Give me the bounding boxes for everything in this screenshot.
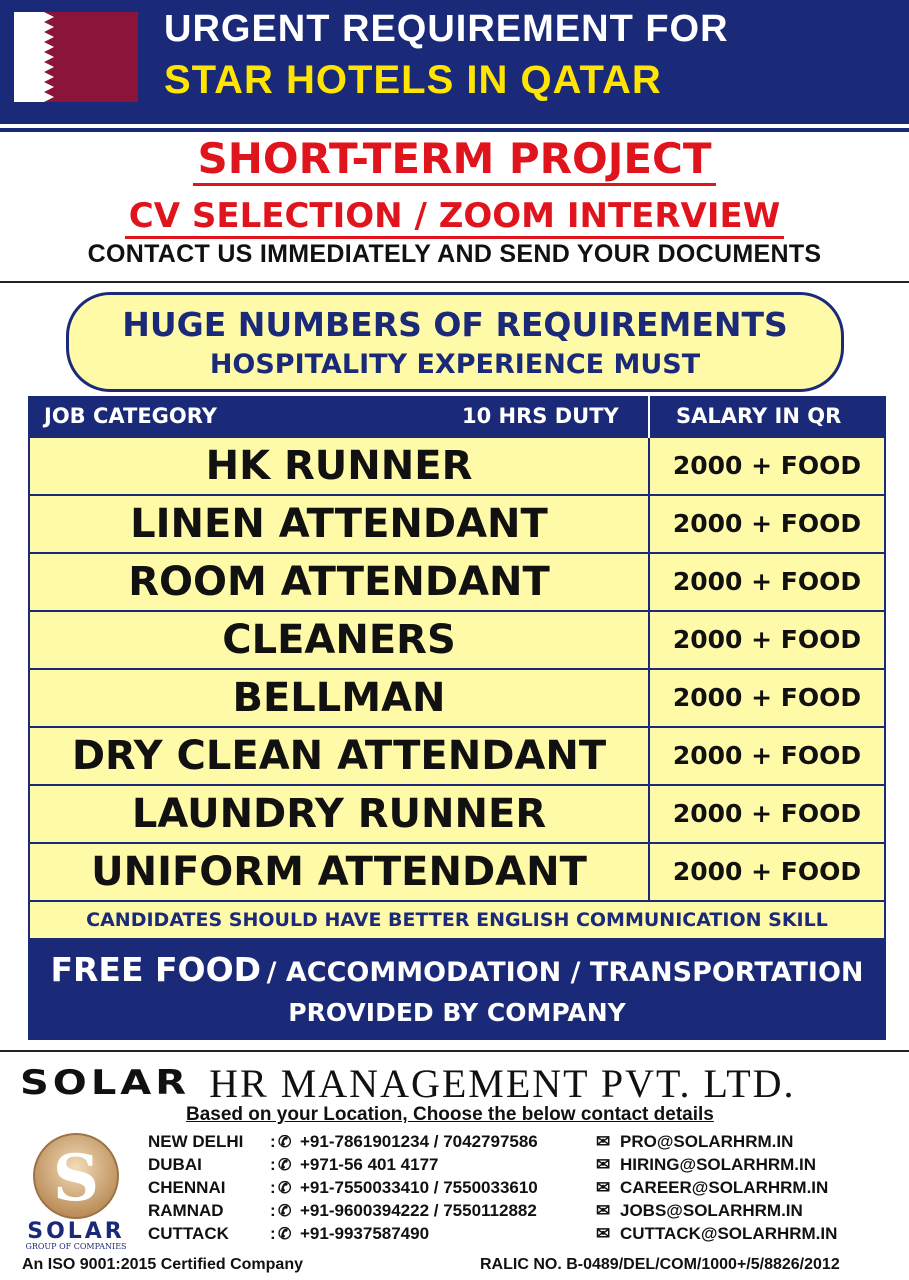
contact-phone[interactable]: +91-7861901234 / 7042797586	[300, 1132, 538, 1151]
phone-icon: ✆	[278, 1226, 292, 1243]
cv-selection-line: CV SELECTION / ZOOM INTERVIEW	[0, 196, 909, 236]
svg-text:GROUP OF COMPANIES: GROUP OF COMPANIES	[25, 1242, 127, 1251]
envelope-icon: ✉	[596, 1132, 611, 1151]
job-salary: 2000 + FOOD	[672, 799, 862, 828]
colon: :	[270, 1201, 276, 1220]
contact-row	[148, 1132, 908, 1155]
contact-row	[148, 1224, 908, 1247]
ralic-number: RALIC NO. B-0489/DEL/COM/1000+/5/8826/2012	[480, 1256, 840, 1273]
contact-row	[148, 1201, 908, 1224]
divider	[0, 281, 909, 283]
contact-row	[148, 1155, 908, 1178]
phone-icon: ✆	[278, 1203, 292, 1220]
svg-text:SOLAR: SOLAR	[27, 1219, 125, 1244]
envelope-icon: ✉	[596, 1201, 611, 1220]
headline-star-hotels: STAR HOTELS IN QATAR	[164, 58, 662, 102]
table-row	[30, 438, 884, 494]
table-header	[28, 396, 886, 438]
colon: :	[270, 1155, 276, 1174]
contact-email[interactable]: PRO@SOLARHRM.IN	[620, 1132, 794, 1151]
job-title: UNIFORM ATTENDANT	[91, 849, 587, 895]
job-salary: 2000 + FOOD	[672, 683, 862, 712]
phone-icon: ✆	[278, 1157, 292, 1174]
envelope-icon: ✉	[596, 1178, 611, 1197]
job-salary: 2000 + FOOD	[672, 857, 862, 886]
requirements-subtitle: HOSPITALITY EXPERIENCE MUST	[209, 349, 701, 380]
header-salary: SALARY IN QR	[676, 404, 842, 428]
benefits-rest: / ACCOMMODATION / TRANSPORTATION	[266, 957, 864, 988]
job-salary: 2000 + FOOD	[672, 451, 862, 480]
iso-certification: An ISO 9001:2015 Certified Company	[22, 1256, 303, 1273]
brand-solar-wordmark: SOLAR	[20, 1063, 191, 1103]
table-row	[30, 612, 884, 668]
contact-phone[interactable]: +91-7550033410 / 7550033610	[300, 1178, 538, 1197]
header-separator	[648, 396, 650, 438]
table-row	[30, 554, 884, 610]
header-job-category: JOB CATEGORY	[44, 404, 218, 428]
phone-icon: ✆	[278, 1180, 292, 1197]
colon: :	[270, 1224, 276, 1243]
location-instruction: Based on your Location, Choose the below contact details	[186, 1104, 714, 1125]
job-salary: 2000 + FOOD	[672, 509, 862, 538]
short-term-title: SHORT-TERM PROJECT	[0, 134, 909, 183]
contact-city: CUTTACK	[148, 1224, 229, 1243]
contact-city: DUBAI	[148, 1155, 202, 1174]
job-salary: 2000 + FOOD	[672, 741, 862, 770]
contact-phone[interactable]: +91-9937587490	[300, 1224, 430, 1243]
contact-row	[148, 1178, 908, 1201]
phone-icon: ✆	[278, 1134, 292, 1151]
contact-email[interactable]: CUTTACK@SOLARHRM.IN	[620, 1224, 838, 1243]
colon: :	[270, 1132, 276, 1151]
qatar-flag-icon	[14, 12, 138, 102]
provided-by-company: PROVIDED BY COMPANY	[288, 998, 626, 1027]
table-row	[30, 786, 884, 842]
solar-logo-icon	[10, 1124, 146, 1252]
benefits-line	[28, 950, 886, 989]
job-title: BELLMAN	[232, 675, 446, 721]
divider	[0, 1050, 909, 1052]
contact-phone[interactable]: +91-9600394222 / 7550112882	[300, 1201, 537, 1220]
table-row	[30, 844, 884, 900]
brand-company-name: HR MANAGEMENT PVT. LTD.	[209, 1061, 796, 1106]
contact-email[interactable]: CAREER@SOLARHRM.IN	[620, 1178, 829, 1197]
headline-urgent: URGENT REQUIREMENT FOR	[164, 8, 729, 50]
contact-email[interactable]: JOBS@SOLARHRM.IN	[620, 1201, 803, 1220]
contact-email[interactable]: HIRING@SOLARHRM.IN	[620, 1155, 817, 1174]
job-title: CLEANERS	[222, 617, 456, 663]
header-duty: 10 HRS DUTY	[462, 404, 619, 428]
contact-phone[interactable]: +971-56 401 4177	[300, 1155, 439, 1174]
envelope-icon: ✉	[596, 1224, 611, 1243]
job-title: HK RUNNER	[205, 443, 473, 489]
requirements-banner	[66, 292, 844, 392]
job-title: DRY CLEAN ATTENDANT	[71, 733, 607, 779]
table-row	[30, 728, 884, 784]
table-rows	[30, 438, 884, 902]
job-salary: 2000 + FOOD	[672, 567, 862, 596]
job-title: LINEN ATTENDANT	[130, 501, 548, 547]
requirements-title: HUGE NUMBERS OF REQUIREMENTS	[122, 305, 788, 344]
job-title: LAUNDRY RUNNER	[131, 791, 547, 837]
free-food-label: FREE FOOD	[50, 950, 262, 989]
envelope-icon: ✉	[596, 1155, 611, 1174]
english-skill-note: CANDIDATES SHOULD HAVE BETTER ENGLISH COMMUNICATION SKILL	[30, 902, 884, 938]
contact-city: RAMNAD	[148, 1201, 224, 1220]
job-title: ROOM ATTENDANT	[128, 559, 550, 605]
table-row	[30, 670, 884, 726]
contact-city: CHENNAI	[148, 1178, 226, 1197]
contact-instruction: CONTACT US IMMEDIATELY AND SEND YOUR DOCUMENTS	[87, 240, 822, 268]
job-table	[28, 396, 886, 1040]
job-salary: 2000 + FOOD	[672, 625, 862, 654]
contact-city: NEW DELHI	[148, 1132, 244, 1151]
colon: :	[270, 1178, 276, 1197]
header-banner	[0, 0, 909, 128]
table-row	[30, 496, 884, 552]
contact-list	[148, 1132, 908, 1247]
company-brand	[20, 1060, 796, 1107]
svg-text:S: S	[52, 1141, 100, 1216]
